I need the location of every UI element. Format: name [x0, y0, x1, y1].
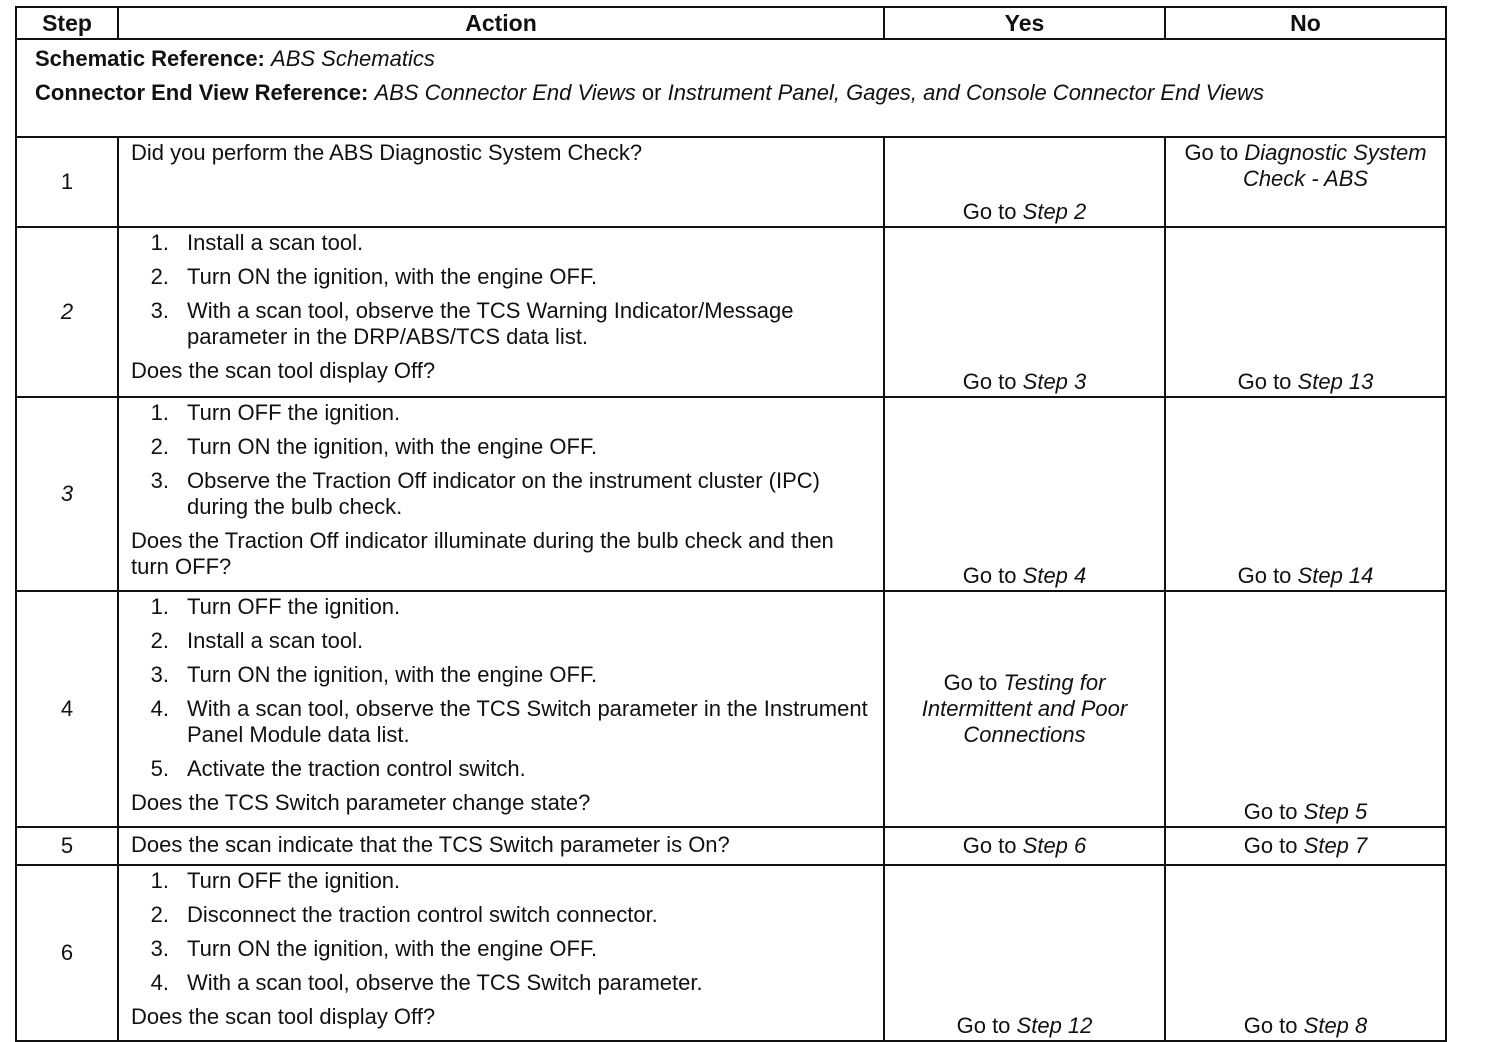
yes-prefix: Go to [962, 199, 1017, 224]
table-row [16, 591, 1446, 827]
header-action: Action [118, 7, 884, 39]
schematic-reference-link[interactable]: ABS Schematics [271, 46, 435, 71]
header-step: Step [16, 7, 118, 39]
header-row [16, 7, 1446, 39]
step-number: 3 [16, 397, 118, 591]
action-list [131, 400, 873, 520]
header-yes: Yes [884, 7, 1165, 39]
action-question: Does the Traction Off indicator illuminate during the bulb check and then turn OFF? [131, 528, 834, 579]
schematic-reference-label: Schematic Reference: [35, 46, 265, 71]
no-prefix: Go to [1237, 563, 1292, 588]
connector-reference-or: or [641, 80, 662, 105]
reference-cell [16, 39, 1446, 137]
reference-row [16, 39, 1446, 137]
yes-cell [884, 137, 1165, 227]
yes-link[interactable]: Step 4 [1022, 563, 1087, 588]
action-question: Did you perform the ABS Diagnostic System Check? [131, 140, 643, 165]
action-cell [118, 591, 884, 827]
list-item: 3. With a scan tool, observe the TCS Warning Indicator/Message parameter in the DRP/ABS/TCS data list. [150, 298, 794, 349]
yes-prefix: Go to [956, 1013, 1011, 1038]
no-cell [1165, 227, 1446, 397]
step-number: 6 [16, 865, 118, 1041]
no-link[interactable]: Step 13 [1297, 369, 1374, 394]
yes-link[interactable]: Step 2 [1022, 199, 1087, 224]
yes-link[interactable]: Testing for Intermittent and Poor Connections [921, 669, 1128, 747]
connector-reference-link-2[interactable]: Instrument Panel, Gages, and Console Connector End Views [667, 80, 1264, 105]
table-row [16, 137, 1446, 227]
yes-prefix: Go to [962, 563, 1017, 588]
header-no: No [1165, 7, 1446, 39]
action-cell [118, 865, 884, 1041]
list-item: 1. Turn OFF the ignition. [150, 400, 401, 425]
action-list [131, 594, 873, 782]
list-item: 1. Turn OFF the ignition. [150, 868, 401, 893]
step-number: 5 [16, 827, 118, 865]
connector-reference-label: Connector End View Reference: [35, 80, 369, 105]
list-item: 2. Turn ON the ignition, with the engine OFF. [150, 434, 598, 459]
diagnostic-table [15, 6, 1447, 1042]
step-number: 4 [16, 591, 118, 827]
yes-link[interactable]: Step 12 [1016, 1013, 1093, 1038]
table-row [16, 397, 1446, 591]
no-cell [1165, 865, 1446, 1041]
list-item: 5. Activate the traction control switch. [150, 756, 526, 781]
action-cell [118, 827, 884, 865]
no-prefix: Go to [1243, 832, 1298, 858]
no-cell [1165, 591, 1446, 827]
no-link[interactable]: Step 8 [1303, 1013, 1368, 1038]
no-link[interactable]: Step 14 [1297, 563, 1374, 588]
step-number: 1 [16, 137, 118, 227]
list-item: 3. Observe the Traction Off indicator on the instrument cluster (IPC) during the bulb check. [150, 468, 820, 519]
action-list [131, 230, 873, 350]
yes-cell [884, 227, 1165, 397]
list-item: 2. Disconnect the traction control switch connector. [150, 902, 658, 927]
no-prefix: Go to [1243, 1013, 1298, 1038]
no-prefix: Go to [1243, 799, 1298, 824]
yes-prefix: Go to [962, 832, 1017, 858]
list-item: 2. Install a scan tool. [150, 628, 364, 653]
table-row [16, 865, 1446, 1041]
yes-link[interactable]: Step 6 [1022, 832, 1087, 858]
action-question: Does the TCS Switch parameter change state? [131, 790, 591, 815]
schematic-reference [35, 46, 1445, 72]
yes-cell [884, 397, 1165, 591]
no-link[interactable]: Step 5 [1303, 799, 1368, 824]
yes-cell [884, 827, 1165, 865]
connector-reference [35, 80, 1445, 106]
no-link[interactable]: Diagnostic System Check - ABS [1242, 140, 1427, 191]
yes-prefix: Go to [943, 669, 998, 695]
list-item: 1. Turn OFF the ignition. [150, 594, 401, 619]
action-question: Does the scan tool display Off? [131, 1004, 436, 1029]
action-question: Does the scan tool display Off? [131, 358, 436, 383]
no-prefix: Go to [1237, 369, 1292, 394]
no-cell [1165, 827, 1446, 865]
list-item: 3. Turn ON the ignition, with the engine OFF. [150, 936, 598, 961]
action-cell [118, 397, 884, 591]
no-prefix: Go to [1184, 140, 1239, 165]
yes-cell [884, 865, 1165, 1041]
list-item: 2. Turn ON the ignition, with the engine OFF. [150, 264, 598, 289]
action-list [131, 868, 873, 996]
step-number: 2 [16, 227, 118, 397]
no-cell [1165, 137, 1446, 227]
connector-reference-link-1[interactable]: ABS Connector End Views [374, 80, 636, 105]
action-cell [118, 227, 884, 397]
yes-link[interactable]: Step 3 [1022, 369, 1087, 394]
table-row [16, 227, 1446, 397]
yes-prefix: Go to [962, 369, 1017, 394]
action-cell [118, 137, 884, 227]
yes-cell [884, 591, 1165, 827]
list-item: 1. Install a scan tool. [150, 230, 364, 255]
table-row [16, 827, 1446, 865]
list-item: 4. With a scan tool, observe the TCS Switch parameter. [150, 970, 703, 995]
no-cell [1165, 397, 1446, 591]
list-item: 3. Turn ON the ignition, with the engine OFF. [150, 662, 598, 687]
list-item: 4. With a scan tool, observe the TCS Switch parameter in the Instrument Panel Module data list. [150, 696, 868, 747]
action-question: Does the scan indicate that the TCS Switch parameter is On? [131, 832, 730, 857]
no-link[interactable]: Step 7 [1303, 832, 1368, 858]
